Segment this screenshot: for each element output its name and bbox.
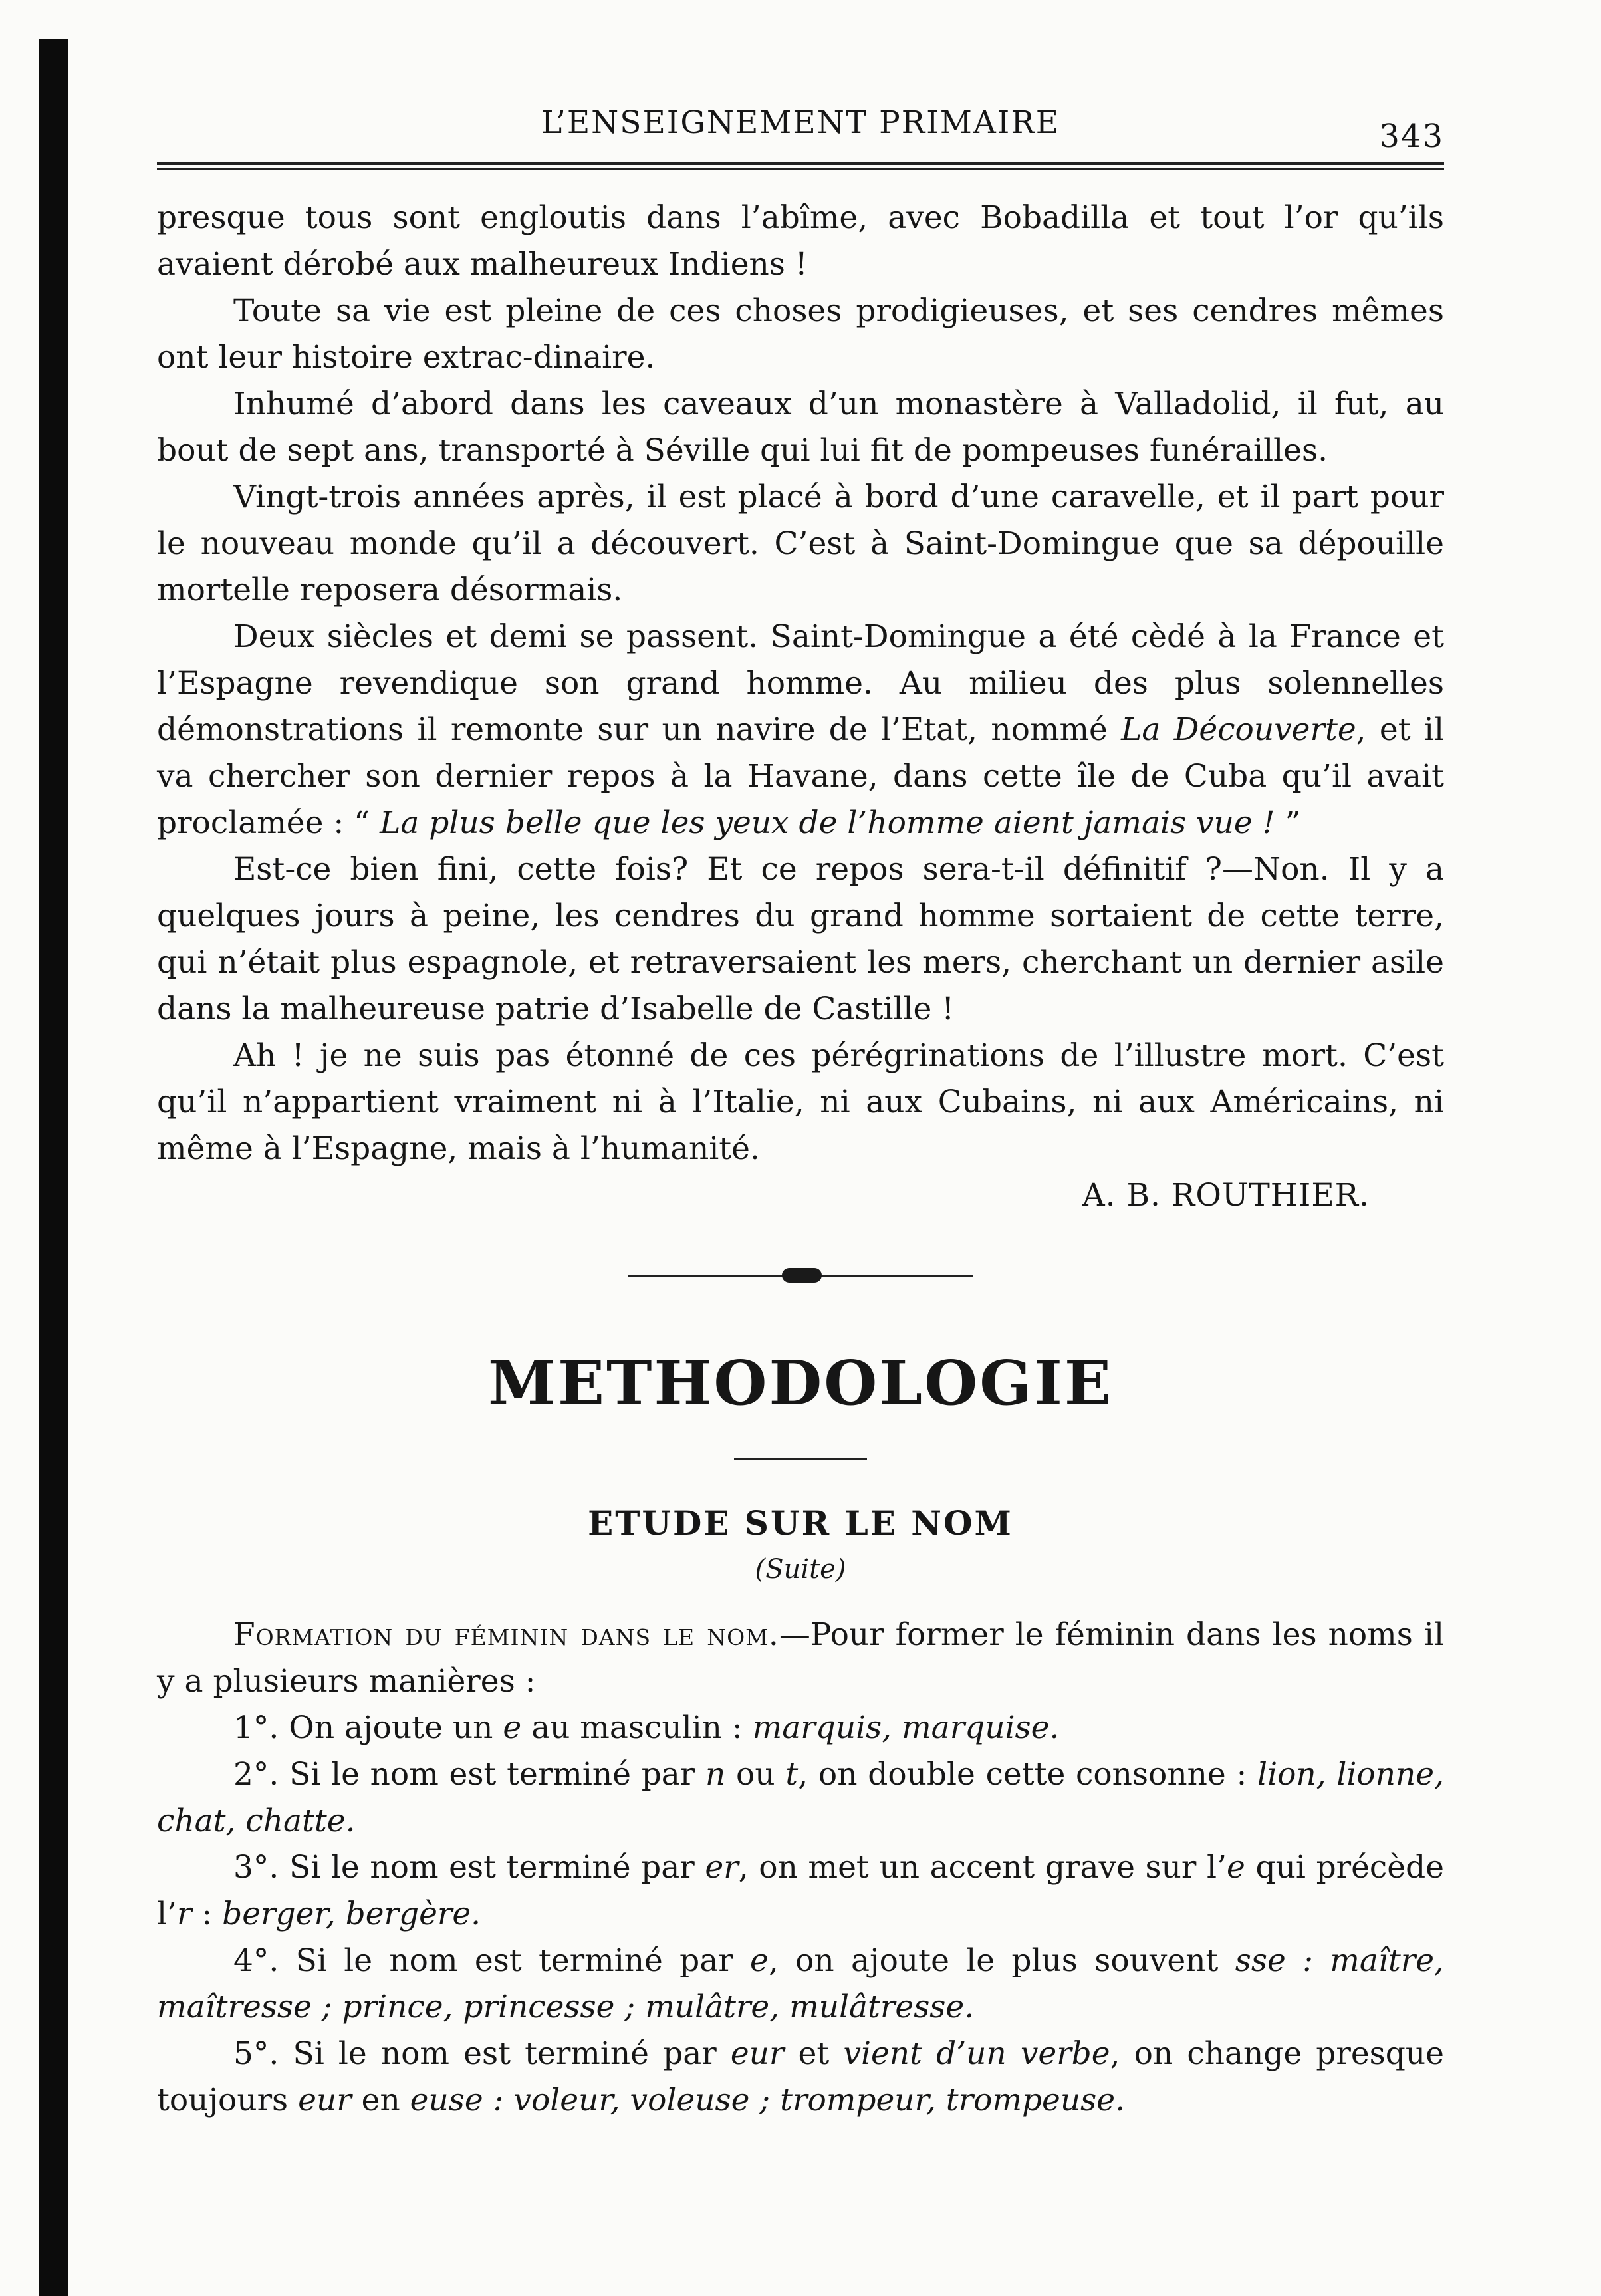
item-text: qui précède l’: [157, 1849, 1444, 1932]
header-double-rule: [157, 162, 1444, 170]
paragraph-7: Ah ! je ne suis pas étonné de ces pérégrinations de l’illustre mort. C’est qu’il n’appartient vraiment ni à l’Italie, ni aux Cubains, ni aux Américains, ni même à l’Espagne, mais à l’humanité.: [157, 1037, 1444, 1167]
item-number: 2°.: [233, 1756, 279, 1793]
item-text: , on double cette consonne :: [798, 1756, 1258, 1793]
rule-item-5: [157, 2031, 1444, 2124]
paragraph-1: presque tous sont engloutis dans l’abîme, avec Bobadilla et tout l’or qu’ils avaient dérobé aux malheureux Indiens !: [157, 199, 1444, 283]
section-title: METHODOLOGIE: [488, 1347, 1113, 1419]
item-text: ou: [725, 1756, 786, 1793]
item-example: euse : voleur, voleuse ; trompeur, trompeuse.: [410, 2082, 1125, 2118]
item-example: marquis, marquise.: [752, 1710, 1060, 1746]
paragraph-4: Vingt-trois années après, il est placé à bord d’une caravelle, et il part pour le nouveau monde qu’il a découvert. C’est à Saint-Domingue que sa dépouille mortelle reposera désormais.: [157, 479, 1444, 608]
section-ornament: [628, 1265, 973, 1285]
section-subtitle: ETUDE SUR LE NOM: [588, 1503, 1013, 1543]
item-number: 5°.: [233, 2035, 279, 2072]
columbus-quote: La plus belle que les yeux de l’homme aient jamais vue !: [380, 805, 1275, 841]
item-italic: eur: [298, 2082, 352, 2118]
suite-label: (Suite): [755, 1554, 846, 1585]
item-text: , on change presque toujours: [157, 2035, 1444, 2118]
ornament-center: [782, 1268, 822, 1283]
item-text: :: [191, 1896, 223, 1932]
item-number: 4°.: [233, 1942, 279, 1979]
item-italic: e: [503, 1710, 522, 1746]
paragraph-6: Est-ce bien fini, cette fois? Et ce repos sera-t-il définitif ?—Non. Il y a quelques jours à peine, les cendres du grand homme sortaient de cette terre, qui n’était plus espagnole, et retraversaient les mers, cherchant un dernier asile dans la malheureuse patrie d’Isabelle de Castille !: [157, 851, 1444, 1027]
rule-item-1: [157, 1705, 1444, 1751]
item-italic: n: [705, 1756, 726, 1793]
item-text: On ajoute un: [279, 1710, 503, 1746]
item-italic: vient d’un verbe: [843, 2035, 1110, 2072]
item-text: Si le nom est terminé par: [279, 1849, 705, 1886]
item-text: , on ajoute le plus souvent: [768, 1942, 1235, 1979]
para5-text-c: ”: [1275, 805, 1301, 841]
page-number: 343: [1379, 118, 1444, 155]
item-text: , on met un accent grave sur l’: [738, 1849, 1227, 1886]
page: [157, 100, 1444, 2124]
item-number: 1°.: [233, 1710, 279, 1746]
item-example: berger, bergère.: [222, 1896, 481, 1932]
item-text: Si le nom est terminé par: [279, 1756, 706, 1793]
lead-rest: —Pour former le féminin dans les noms il y a plusieurs manières :: [157, 1616, 1444, 1700]
item-italic: e: [750, 1942, 769, 1979]
running-header: [157, 100, 1444, 153]
item-italic: eur: [730, 2035, 785, 2072]
item-example: sse : maître, maîtresse ; prince, princesse ; mulâtre, mulâtresse.: [157, 1942, 1444, 2025]
item-number: 3°.: [233, 1849, 279, 1886]
paragraph-3: Inhumé d’abord dans les caveaux d’un monastère à Valladolid, il fut, au bout de sept ans, transporté à Séville qui lui fit de pompeuses funérailles.: [157, 386, 1444, 469]
rule-item-2: [157, 1751, 1444, 1845]
item-text: en: [351, 2082, 410, 2118]
title-rule: [734, 1458, 867, 1460]
item-italic: er: [705, 1849, 739, 1886]
item-text: Si le nom est terminé par: [279, 1942, 751, 1979]
item-example: lion, lionne, chat, chatte.: [157, 1756, 1444, 1839]
lead-paragraph: [157, 1612, 1444, 1705]
book-spine-edge: [39, 39, 68, 2296]
rule-item-3: [157, 1845, 1444, 1938]
para5-text-a: Deux siècles et demi se passent. Saint-Domingue a été cèdé à la France et l’Espagne revendique son grand homme. Au milieu des plus solennelles démonstrations il remonte sur un navire de l’Etat, nommé: [157, 618, 1444, 748]
item-text: Si le nom est terminé par: [279, 2035, 731, 2072]
item-italic: e: [1227, 1849, 1245, 1886]
author-signature: A. B. ROUTHIER.: [1082, 1177, 1370, 1213]
lead-caps: Formation du féminin dans le nom.: [233, 1616, 779, 1653]
paragraph-2: Toute sa vie est pleine de ces choses prodigieuses, et ses cendres mêmes ont leur histoire extrac‑dinaire.: [157, 293, 1444, 376]
running-title: L’ENSEIGNEMENT PRIMAIRE: [541, 104, 1060, 141]
rule-item-4: [157, 1938, 1444, 2031]
ship-name: La Découverte: [1121, 711, 1356, 748]
item-italic: r: [176, 1896, 192, 1932]
item-italic: t: [785, 1756, 799, 1793]
para5-text-b: , et il va chercher son dernier repos à la Havane, dans cette île de Cuba qu’il avait proclamée : “: [157, 711, 1444, 841]
item-text: au masculin :: [521, 1710, 753, 1746]
paragraph-5: [157, 614, 1444, 846]
item-text: et: [784, 2035, 844, 2072]
